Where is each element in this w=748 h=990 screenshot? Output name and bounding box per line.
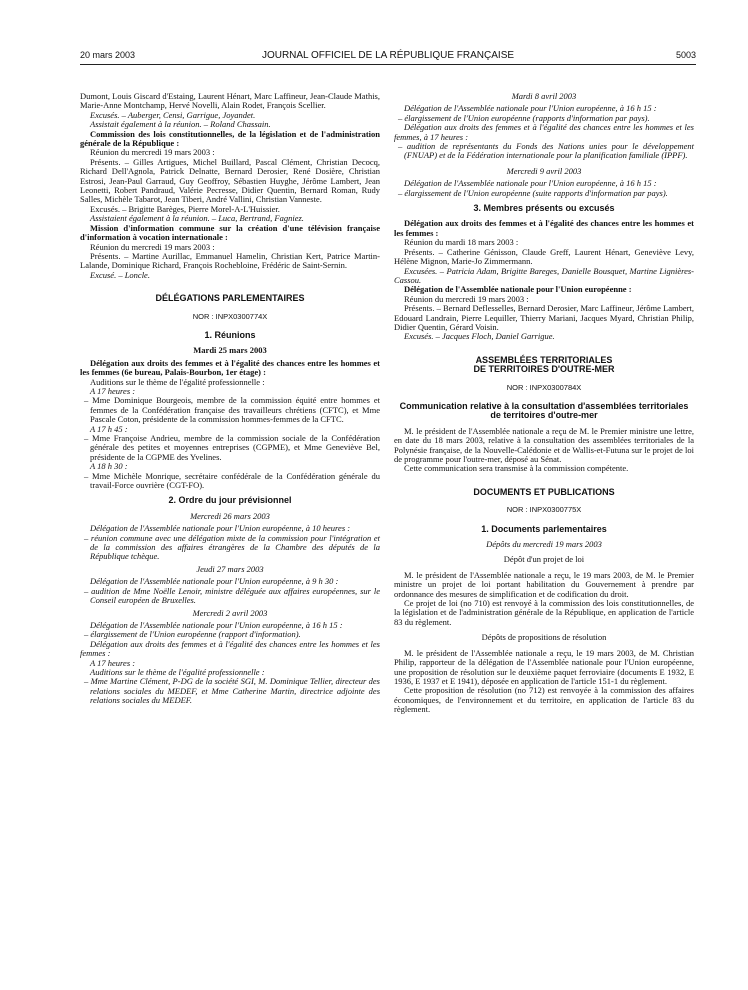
left-column: [80, 92, 380, 706]
reunion-line: Réunion du mercredi 19 mars 2003 :: [90, 147, 215, 158]
section-title: ASSEMBLÉES TERRITORIALES: [475, 354, 613, 365]
reunion-line: Réunion du mardi 18 mars 2003 :: [404, 237, 519, 248]
delegation-heading: Délégation de l'Assemblée nationale pour l'Union européenne :: [404, 284, 632, 295]
reunion-line: Réunion du mercredi 19 mars 2003 :: [90, 241, 215, 252]
auditions-line: Auditions sur le thème de l'égalité professionnelle :: [90, 666, 265, 677]
delegation-line: Délégation de l'Assemblée nationale pour l'Union européenne, à 16 h 15 :: [90, 619, 343, 630]
nor-reference: NOR : INPX0300784X: [506, 382, 582, 392]
delegation-line: Délégation de l'Assemblée nationale pour l'Union européenne, à 9 h 30 :: [90, 576, 339, 587]
delegation-heading: Délégation aux droits des femmes et à l'égalité des chances entre les hommes et les femmes (6e bureau, Palais-Bourbon, 1er étage) :: [80, 357, 380, 378]
auditions-line: Auditions sur le thème de l'égalité professionnelle :: [90, 376, 265, 387]
time-line: A 18 h 30 :: [90, 461, 128, 472]
paragraph: M. le président de l'Assemblée nationale a reçu, le 19 mars 2003, de M. le Premier ministre un projet de loi portant habilitation du Gouvernement à prendre par ordonnance des mesures de simplification et de codification du droit.: [394, 569, 694, 599]
excuses-line: Excusés. – Auberger, Censi, Garrigue, Joyandet.: [90, 109, 256, 120]
section-title: DÉLÉGATIONS PARLEMENTAIRES: [155, 293, 305, 304]
assistait-line: Assistaient également à la réunion. – Luca, Bertrand, Fagniez.: [90, 213, 304, 224]
paragraph: Dumont, Louis Giscard d'Estaing, Laurent Hénart, Marc Laffineur, Jean-Claude Mathis, Marie-Anne Montchamp, Hervé Novelli, Alain Rodet, François Scellier.: [80, 91, 380, 111]
subsection-title: 1. Réunions: [204, 329, 256, 340]
subheading: Dépôts de propositions de résolution: [481, 632, 607, 643]
subsection-title: 2. Ordre du jour prévisionnel: [168, 495, 292, 506]
date-heading: Mardi 8 avril 2003: [511, 91, 577, 101]
delegation-line: Délégation aux droits des femmes et à l'égalité des chances entre les hommes et les femmes, à 17 heures :: [394, 122, 694, 142]
assistait-line: Assistait également à la réunion. – Roland Chassain.: [90, 119, 271, 130]
section-title-line2: DE TERRITOIRES D'OUTRE-MER: [473, 364, 615, 375]
time-line: A 17 h 45 :: [90, 423, 128, 434]
audition-item: – Mme Françoise Andrieu, membre de la commission sociale de la Confédération générale des petites et moyennes entreprises (CGPME), et Mme Geneviève Bel, présidente de la CGPME des Yvelines.: [84, 433, 380, 462]
agenda-item: – réunion commune avec une délégation mixte de la commission pour l'intégration et de la commission des affaires étrangères de la Chambre des députés de la République tchèque.: [84, 532, 380, 562]
communication-title: Communication relative à la consultation d'assemblées territoriales de territoires d'outre-mer: [399, 400, 689, 421]
excuses-line: Excusés. – Brigitte Barèges, Pierre Morel-A-L'Huissier.: [90, 203, 280, 214]
paragraph: M. le président de l'Assemblée nationale a reçu, le 19 mars 2003, de M. Christian Philip, rapporteur de la délégation de l'Assemblée nationale pour l'Union européenne, une proposition de résolution sur le deuxième paquet ferroviaire (documents E 1932, E 1936, E 1937 et E 1941), déposée en application de l'article 151-1 du règlement.: [394, 647, 694, 686]
excuses-line: Excusées. – Patricia Adam, Brigitte Bareges, Danielle Bousquet, Martine Lignières-Cassou.: [394, 265, 694, 285]
presents-paragraph: Présents. – Martine Aurillac, Emmanuel Hamelin, Christian Kert, Patrice Martin-Lalande, Dominique Richard, François Rochebloine, Frédéric de Saint-Sernin.: [80, 250, 380, 271]
excuse-line: Excusé. – Loncle.: [90, 269, 150, 280]
agenda-item: – audition de Mme Noëlle Lenoir, ministre déléguée aux affaires européennes, sur le Conseil européen de Bruxelles.: [84, 585, 380, 606]
delegation-line: Délégation aux droits des femmes et à l'égalité des chances entre les hommes et les femmes :: [80, 638, 380, 659]
subsection-title: 3. Membres présents ou excusés: [473, 203, 615, 214]
journal-title: JOURNAL OFFICIEL DE LA RÉPUBLIQUE FRANÇAISE: [261, 50, 515, 61]
delegation-line: Délégation de l'Assemblée nationale pour l'Union européenne, à 10 heures :: [90, 523, 351, 534]
presents-paragraph: Présents. – Gilles Artigues, Michel Buillard, Pascal Clément, Christian Decocq, Richard Dell'Agnola, Patrick Delnatte, Bernard Derosier, René Dosière, Christian Estrosi, Jean-Paul Garraud, Guy Geoffroy, Sébastien Huyghe, Jérôme Lambert, Jean Leonetti, Robert Pandraud, Valérie Pecresse, Didier Quentin, Bernard Roman, Rudy Salles, Michèle Tabarot, Jean Tiberi, André Vallini, Christian Vanneste.: [80, 156, 380, 205]
date-heading: Mercredi 26 mars 2003: [190, 510, 270, 521]
excuses-line: Excusés. – Jacques Floch, Daniel Garrigue.: [404, 331, 555, 342]
agenda-item: – élargissement de l'Union européenne (suite rapports d'information par pays).: [398, 187, 668, 198]
date-heading: Mercredi 9 avril 2003: [506, 165, 582, 176]
paragraph: Ce projet de loi (no 710) est renvoyé à la commission des lois constitutionnelles, de la législation et de l'administration générale de la République, en application de l'article 83 du règlement.: [394, 598, 694, 627]
reunion-line: Réunion du mercredi 19 mars 2003 :: [404, 293, 529, 304]
date-heading: Dépôts du mercredi 19 mars 2003: [486, 539, 602, 550]
delegation-heading: Délégation aux droits des femmes et à l'égalité des chances entre les hommes et les femmes :: [394, 218, 694, 238]
presents-paragraph: Présents. – Catherine Génisson, Claude Greff, Laurent Hénart, Geneviève Levy, Hélène Mignon, Marie-Jo Zimmermann.: [394, 246, 694, 267]
time-line: A 17 heures :: [90, 657, 136, 668]
time-line: A 17 heures :: [90, 385, 136, 396]
nor-reference: NOR : INPX0300775X: [506, 505, 582, 515]
header-date: 20 mars 2003: [80, 50, 136, 60]
date-heading: Mardi 25 mars 2003: [193, 345, 267, 356]
subheading: Dépôt d'un projet de loi: [503, 554, 585, 565]
section-title: DOCUMENTS ET PUBLICATIONS: [473, 486, 615, 497]
commission-heading: Commission des lois constitutionnelles, de la législation et de l'administration générale de la République :: [80, 128, 380, 149]
date-heading: Jeudi 27 mars 2003: [196, 563, 264, 574]
agenda-item: – élargissement de l'Union européenne (rapport d'information).: [84, 629, 301, 640]
delegation-line: Délégation de l'Assemblée nationale pour l'Union européenne, à 16 h 15 :: [404, 178, 657, 189]
page-number: 5003: [675, 50, 696, 60]
header-rule: [80, 64, 696, 65]
paragraph: Cette proposition de résolution (no 712) est renvoyée à la commission des affaires économiques, de l'environnement et du territoire, en application de l'article 83 du règlement.: [394, 685, 694, 715]
agenda-item: – Mme Martine Clément, P-DG de la société SGI, M. Dominique Tellier, directeur des relations sociales du MEDEF, et Mme Catherine Martin, directrice adjointe des relations sociales du MEDEF.: [84, 676, 380, 706]
subsection-title: 1. Documents parlementaires: [481, 523, 607, 534]
nor-reference: NOR : INPX0300774X: [192, 311, 268, 321]
mission-heading: Mission d'information commune sur la création d'une télévision française d'information à vocation internationale :: [80, 222, 380, 243]
page-header: [80, 50, 696, 64]
date-heading: Mercredi 2 avril 2003: [192, 607, 268, 618]
paragraph: M. le président de l'Assemblée nationale a reçu de M. le Premier ministre une lettre, en date du 18 mars 2003, relative à la consultation des assemblées territoriales de la Polynésie française, de la Nouvelle-Calédonie et de Wallis-et-Futuna sur le projet de loi de programme pour l'outre-mer, déposé au Sénat.: [394, 425, 694, 464]
presents-paragraph: Présents. – Bernard Deflesselles, Bernard Derosier, Marc Laffineur, Jérôme Lambert, Edouard Landrain, Pierre Lequiller, Thierry Mariani, Jacques Myard, Christian Philip, Didier Quentin, Gérard Voisin.: [394, 303, 694, 332]
right-column: [394, 92, 694, 715]
audition-item: – Mme Michèle Monrique, secrétaire confédérale de la Confédération générale du travail-Force ouvrière (CGT-FO).: [84, 470, 380, 491]
agenda-item: – élargissement de l'Union européenne (rapports d'information par pays).: [398, 112, 650, 123]
delegation-line: Délégation de l'Assemblée nationale pour l'Union européenne, à 16 h 15 :: [404, 103, 657, 114]
agenda-item: – audition de représentants du Fonds des Nations unies pour le développement (FNUAP) et de la Fédération internationale pour la planification familiale (IPPF).: [398, 141, 694, 161]
paragraph: Cette communication sera transmise à la commission compétente.: [404, 463, 629, 474]
audition-item: – Mme Dominique Bourgeois, membre de la commission équité entre hommes et femmes de la Confédération française des travailleurs chrétiens (CFTC), et Mme Pascale Coton, présidente de la commission hommes-femmes de la CFTC.: [84, 395, 380, 425]
